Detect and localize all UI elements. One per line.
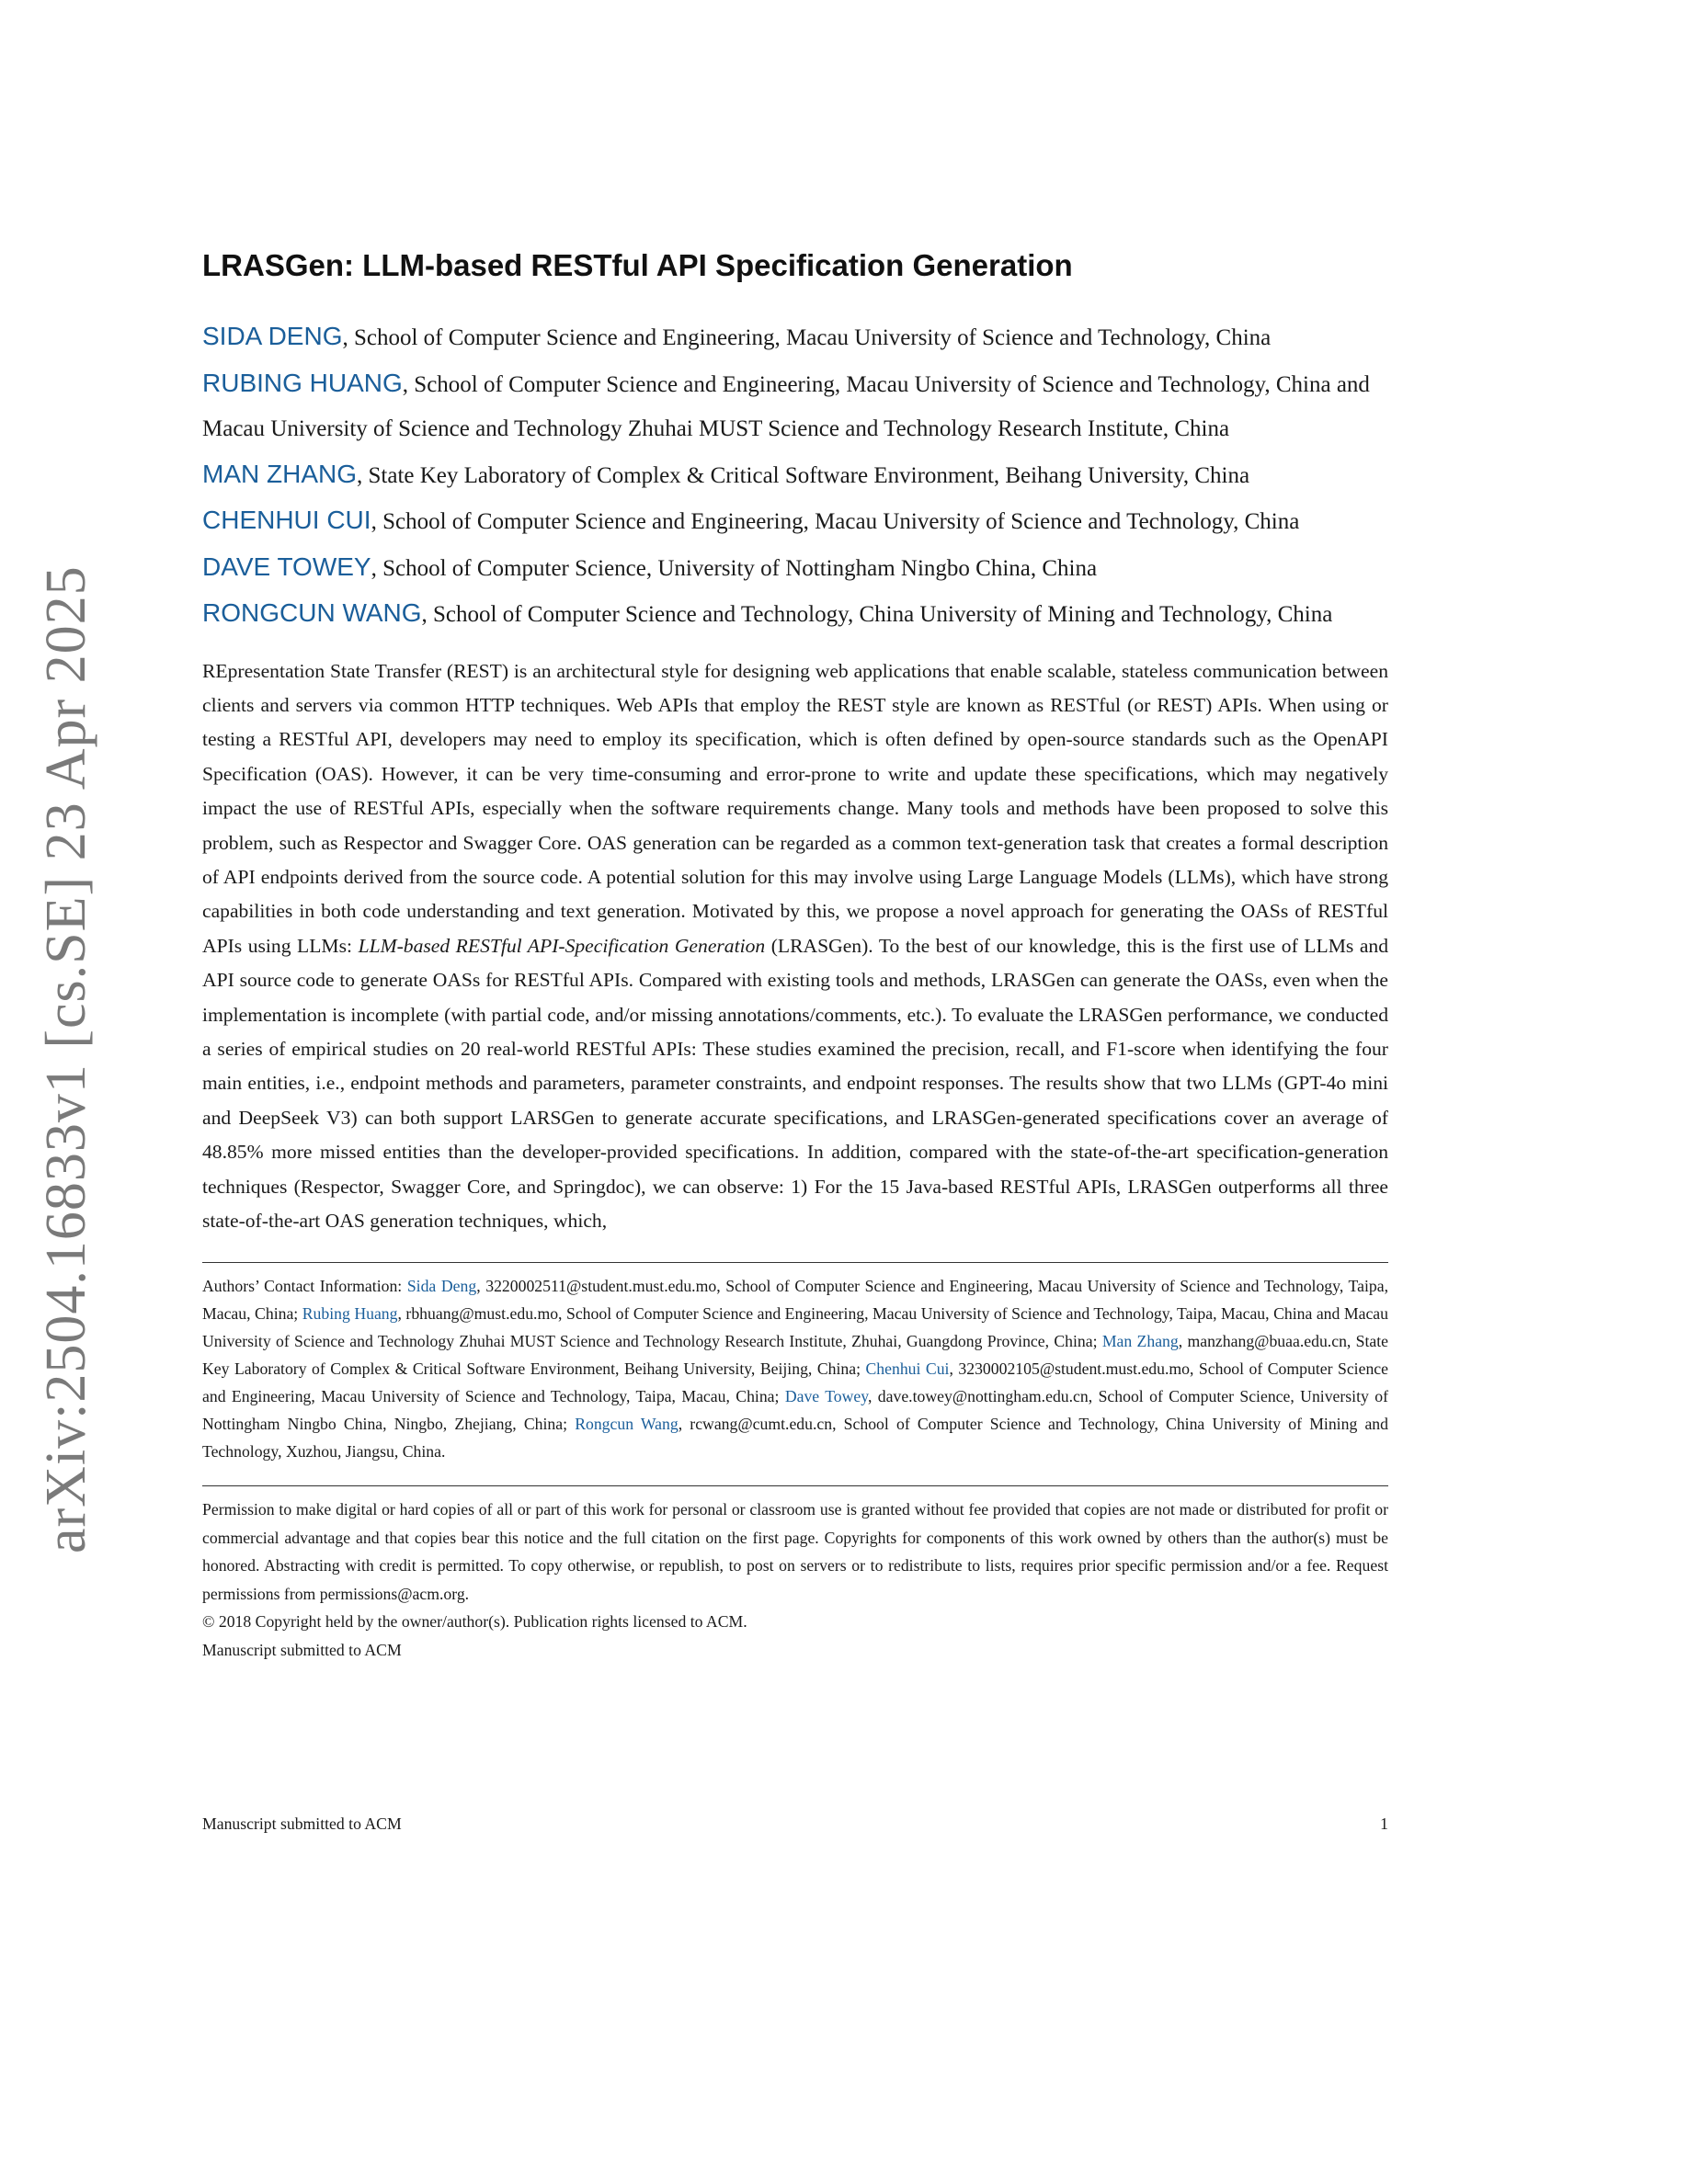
author-name[interactable]: RONGCUN WANG	[202, 598, 422, 627]
contact-author-link[interactable]: Dave Towey	[784, 1387, 868, 1406]
arxiv-identifier-stamp: arXiv:2504.16833v1 [cs.SE] 23 Apr 2025	[35, 565, 97, 1553]
author-affiliation: , School of Computer Science and Engineering, Macau University of Science and Technology, China	[342, 325, 1272, 350]
author-affiliation: , School of Computer Science and Technology, China University of Mining and Technology, China	[421, 602, 1333, 627]
author-name[interactable]: SIDA DENG	[202, 322, 343, 350]
copyright-line: © 2018 Copyright held by the owner/author(s). Publication rights licensed to ACM.	[202, 1612, 747, 1632]
author-name[interactable]: MAN ZHANG	[202, 459, 357, 488]
page-number: 1	[1380, 1814, 1388, 1833]
author-entry	[202, 314, 1388, 361]
abstract-text: (LRASGen). To the best of our knowledge, this is the first use of LLMs and API source code to generate OASs for RESTful APIs. Compared with existing tools and methods, LRASGen can generate the OASs, even when the implementation is incomplete (with partial code, and/or missing annotations/comments, etc.). To evaluate the LRASGen performance, we conducted a series of empirical studies on 20 real-world RESTful APIs: These studies examined the precision, recall, and F1-score when identifying the four main entities, i.e., endpoint methods and parameters, parameter constraints, and endpoint responses. The results show that two LLMs (GPT-4o mini and DeepSeek V3) can both support LARSGen to generate accurate specifications, and LRASGen-generated specifications cover an average of 48.85% more missed entities than the developer-provided specifications. In addition, compared with the state-of-the-art specification-generation techniques (Respector, Swagger Core, and Springdoc), we can observe: 1) For the 15 Java-based RESTful APIs, LRASGen outperforms all three state-of-the-art OAS generation techniques, which,	[202, 934, 1389, 1232]
author-entry	[202, 361, 1388, 452]
contact-details: , dave.towey@nottingham.edu.cn, School of Computer Science, University of Nottingham Ningbo China, Ningbo, Zhejiang, China;	[202, 1387, 1388, 1434]
abstract	[202, 654, 1388, 1239]
abstract-emphasis: LLM-based RESTful API-Specification Generation	[358, 934, 766, 957]
contact-author-link[interactable]: Man Zhang	[1101, 1332, 1179, 1351]
permission-notice: Permission to make digital or hard copies of all or part of this work for personal or classroom use is granted without fee provided that copies are not made or distributed for profit or commercial advantage and that copies bear this notice and the full citation on the first page. Copyrights for components of this work owned by others than the author(s) must be honored. Abstracting with credit is permitted. To copy otherwise, or republish, to post on servers or to redistribute to lists, requires prior specific permission and/or a fee. Request permissions from permissions@acm.org.	[202, 1500, 1388, 1603]
author-name[interactable]: CHENHUI CUI	[202, 506, 371, 534]
page-footer	[202, 1814, 1388, 1834]
contact-lead: Authors’ Contact Information:	[202, 1277, 407, 1296]
contact-details: , rcwang@cumt.edu.cn, School of Computer Science and Technology, China University of Mining and Technology, Xuzhou, Jiangsu, China.	[202, 1415, 1388, 1462]
paper-first-page	[202, 248, 1388, 1664]
author-affiliation: , School of Computer Science and Engineering, Macau University of Science and Technology, China	[371, 509, 1300, 534]
author-list	[202, 314, 1388, 638]
contact-details: , 3220002511@student.must.edu.mo, School of Computer Science and Engineering, Macau University of Science and Technology, Taipa, Macau, China;	[202, 1277, 1388, 1324]
contact-author-link[interactable]: Sida Deng	[406, 1277, 477, 1296]
author-entry	[202, 545, 1388, 592]
contact-details: , 3230002105@student.must.edu.mo, School of Computer Science and Engineering, Macau University of Science and Technology, Taipa, Macau, China;	[202, 1359, 1388, 1406]
author-name[interactable]: RUBING HUANG	[202, 368, 403, 397]
author-affiliation: , School of Computer Science, University of Nottingham Ningbo China, China	[371, 555, 1098, 581]
author-affiliation: , State Key Laboratory of Complex & Critical Software Environment, Beihang University, China	[357, 462, 1250, 488]
permission-divider	[202, 1485, 1388, 1486]
paper-title: LRASGen: LLM-based RESTful API Specification Generation	[202, 248, 1073, 282]
author-contact-information	[202, 1272, 1388, 1465]
author-entry	[202, 591, 1388, 638]
manuscript-note: Manuscript submitted to ACM	[202, 1640, 402, 1659]
footer-venue: Manuscript submitted to ACM	[202, 1814, 402, 1833]
contact-author-link[interactable]: Rubing Huang	[302, 1304, 398, 1324]
contact-details: , manzhang@buaa.edu.cn, State Key Laboratory of Complex & Critical Software Environment, Beihang University, Beijing, China;	[202, 1332, 1389, 1379]
author-name[interactable]: DAVE TOWEY	[202, 552, 371, 581]
abstract-text: REpresentation State Transfer (REST) is an architectural style for designing web applications that enable scalable, stateless communication between clients and servers via common HTTP techniques. Web APIs that employ the REST style are known as RESTful (or REST) APIs. When using or testing a RESTful API, developers may need to employ its specification, which is often defined by open-source standards such as the OpenAPI Specification (OAS). However, it can be very time-consuming and error-prone to write and update these specifications, which may negatively impact the use of RESTful APIs, especially when the software requirements change. Many tools and methods have been proposed to solve this problem, such as Respector and Swagger Core. OAS generation can be regarded as a common text-generation task that creates a formal description of API endpoints derived from the source code. A potential solution for this may involve using Large Language Models (LLMs), which have strong capabilities in both code understanding and text generation. Motivated by this, we propose a novel approach for generating the OASs of RESTful APIs using LLMs:	[202, 659, 1388, 957]
author-entry	[202, 498, 1388, 545]
contact-author-link[interactable]: Chenhui Cui	[865, 1359, 950, 1379]
contact-details: , rbhuang@must.edu.mo, School of Computer Science and Engineering, Macau University of Science and Technology, Taipa, Macau, China and Macau University of Science and Technology Zhuhai MUST Science and Technology Research Institute, Zhuhai, Guangdong Province, China;	[202, 1304, 1389, 1351]
contact-author-link[interactable]: Rongcun Wang	[575, 1415, 679, 1434]
footnote-divider	[202, 1262, 1388, 1263]
author-entry	[202, 452, 1388, 499]
author-affiliation: , School of Computer Science and Engineering, Macau University of Science and Technology, China and Macau University of Science and Technology Zhuhai MUST Science and Technology Research Institute, China	[202, 371, 1370, 441]
